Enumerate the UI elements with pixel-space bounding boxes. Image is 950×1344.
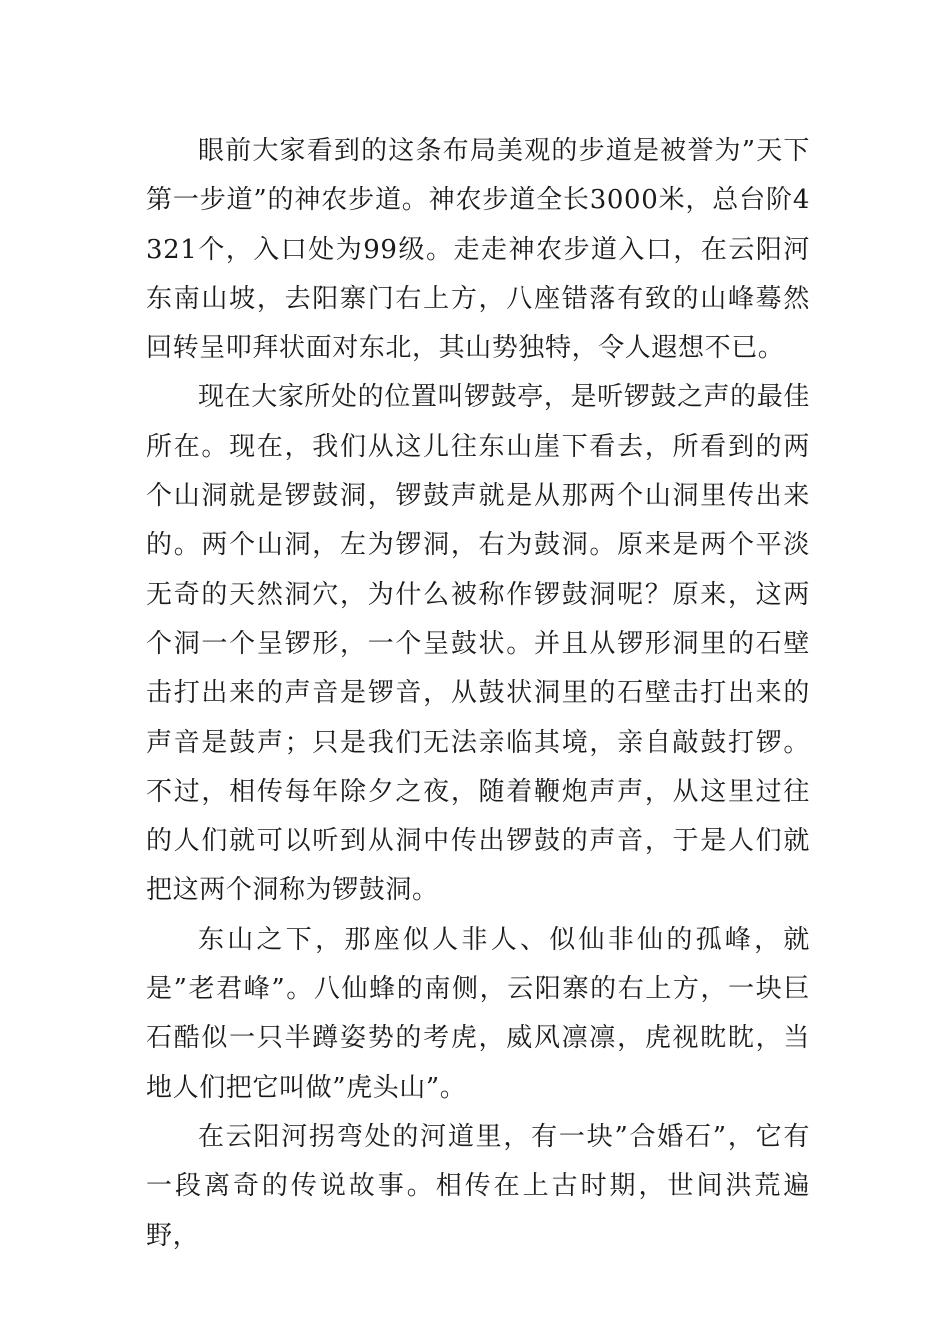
paragraph-gong-drum-caves: 现在大家所处的位置叫锣鼓亭，是听锣鼓之声的最佳所在。现在，我们从这儿往东山崖下看去，所看到的两个山洞就是锣鼓洞，锣鼓声就是从那两个山洞里传出来的。两个山洞，左为锣洞，右为鼓洞。原来是两个平淡无奇的天然洞穴，为什么被称作锣鼓洞呢？原来，这两个洞一个呈锣形，一个呈鼓状。并且从锣形洞里的石壁击打出来的声音是锣音，从鼓状洞里的石壁击打出来的声音是鼓声；只是我们无法亲临其境，亲自敲鼓打锣。不过，相传每年除夕之夜，随着鞭炮声声，从这里过往的人们就可以听到从洞中传出锣鼓的声音，于是人们就把这两个洞称为锣鼓洞。 [146,382,810,906]
document-body [146,127,810,1261]
paragraph-marriage-stone: 在云阳河拐弯处的河道里，有一块”合婚石”，它有一段离奇的传说故事。相传在上古时期，世间洪荒遍野， [146,1121,810,1251]
paragraph-laojun-peak: 东山之下，那座似人非人、似仙非仙的孤峰，就是”老君峰”。八仙蜂的南侧，云阳寨的右上方，一块巨石酷似一只半蹲姿势的考虎，威风凛凛，虎视眈眈，当地人们把它叫做”虎头山”。 [146,924,810,1103]
paragraph-shennong-trail: 眼前大家看到的这条布局美观的步道是被誉为”天下第一步道”的神农步道。神农步道全长3000米，总台阶4321个，入口处为99级。走走神农步道入口，在云阳河东南山坡，去阳寨门右上方，八座错落有致的山峰蓦然回转呈叩拜状面对东北，其山势独特，令人遐想不已。 [146,136,810,364]
